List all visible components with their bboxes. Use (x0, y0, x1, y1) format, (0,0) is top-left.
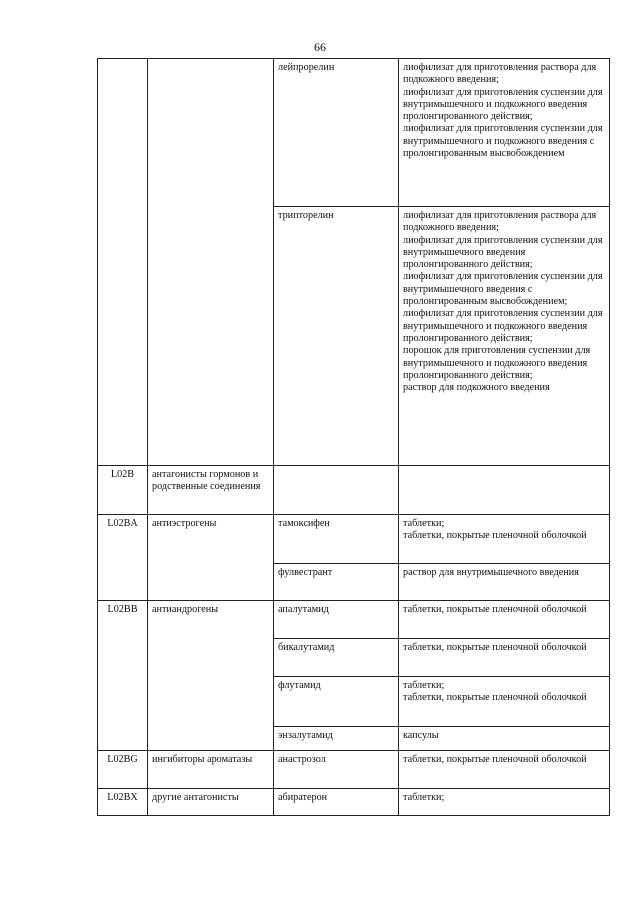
dosage-forms-cell (399, 639, 610, 677)
drug-name-cell: энзалутамид (274, 727, 399, 751)
dosage-form: таблетки, покрытые пленочной оболочкой (403, 604, 587, 615)
dosage-forms-cell (399, 207, 610, 466)
dosage-forms-cell (399, 789, 610, 816)
dosage-form: таблетки; (403, 792, 445, 803)
table-row (98, 466, 610, 515)
dosage-form: раствор для подкожного введения (403, 382, 550, 394)
drug-name-cell: тамоксифен (274, 515, 399, 564)
drug-name-cell: фулвестрант (274, 564, 399, 601)
dosage-form: лиофилизат для приготовления суспензии для внутримышечного и подкожного введения с пролонгированным высвобождением (403, 123, 603, 160)
dosage-form: порошок для приготовления суспензии для внутримышечного и подкожного введения пролонгированного действия; (403, 345, 591, 381)
table-row (98, 789, 610, 816)
drug-name-cell: лейпрорелин (274, 59, 399, 207)
table-row (98, 751, 610, 789)
atc-group-cell: антиандрогены (148, 601, 274, 751)
dosage-form: лиофилизат для приготовления суспензии для внутримышечного и подкожного введения пролонгированного действия; (403, 308, 603, 344)
dosage-forms-cell (399, 727, 610, 751)
dosage-form: лиофилизат для приготовления раствора для подкожного введения; (403, 210, 597, 234)
dosage-forms-cell (399, 466, 610, 515)
dosage-form: таблетки; (403, 518, 445, 529)
dosage-form: капсулы (403, 730, 439, 741)
drug-name-cell: абиратерон (274, 789, 399, 816)
dosage-forms-cell (399, 515, 610, 564)
drug-name-cell: трипторелин (274, 207, 399, 466)
dosage-forms-cell (399, 564, 610, 601)
dosage-form: таблетки, покрытые пленочной оболочкой (403, 754, 587, 765)
atc-group-cell: ингибиторы ароматазы (148, 751, 274, 789)
atc-code-cell: L02BA (98, 515, 148, 601)
dosage-form: таблетки, покрытые пленочной оболочкой (403, 692, 587, 704)
table-row (98, 515, 610, 564)
dosage-form: таблетки, покрытые пленочной оболочкой (403, 642, 587, 653)
drug-table (97, 58, 610, 816)
atc-group-cell: антиэстрогены (148, 515, 274, 601)
drug-name-cell: анастрозол (274, 751, 399, 789)
drug-name-cell: флутамид (274, 677, 399, 727)
atc-code-cell (98, 59, 148, 466)
dosage-form: таблетки; (403, 680, 445, 691)
dosage-form: таблетки, покрытые пленочной оболочкой (403, 530, 587, 542)
drug-name-cell: бикалутамид (274, 639, 399, 677)
atc-code-cell: L02BB (98, 601, 148, 751)
atc-group-cell: антагонисты гормонов и родственные соединения (148, 466, 274, 515)
dosage-forms-cell (399, 677, 610, 727)
dosage-form: лиофилизат для приготовления суспензии для внутримышечного введения пролонгированного действия; (403, 234, 603, 271)
atc-group-cell: другие антагонисты (148, 789, 274, 816)
dosage-forms-cell (399, 59, 610, 207)
atc-code-cell: L02B (98, 466, 148, 515)
dosage-forms-cell (399, 751, 610, 789)
dosage-form: лиофилизат для приготовления раствора для подкожного введения; (403, 62, 597, 86)
page-number: 66 (314, 40, 326, 54)
atc-code-cell: L02BX (98, 789, 148, 816)
table-row (98, 59, 610, 207)
atc-code-cell: L02BG (98, 751, 148, 789)
dosage-form: лиофилизат для приготовления суспензии для внутримышечного введения с пролонгированным высвобождением; (403, 271, 603, 308)
drug-name-cell: апалутамид (274, 601, 399, 639)
table-row (98, 601, 610, 639)
dosage-forms-cell (399, 601, 610, 639)
atc-group-cell (148, 59, 274, 466)
drug-name-cell (274, 466, 399, 515)
dosage-form: раствор для внутримышечного введения (403, 567, 579, 578)
dosage-form: лиофилизат для приготовления суспензии для внутримышечного и подкожного введения пролонгированного действия; (403, 86, 603, 123)
